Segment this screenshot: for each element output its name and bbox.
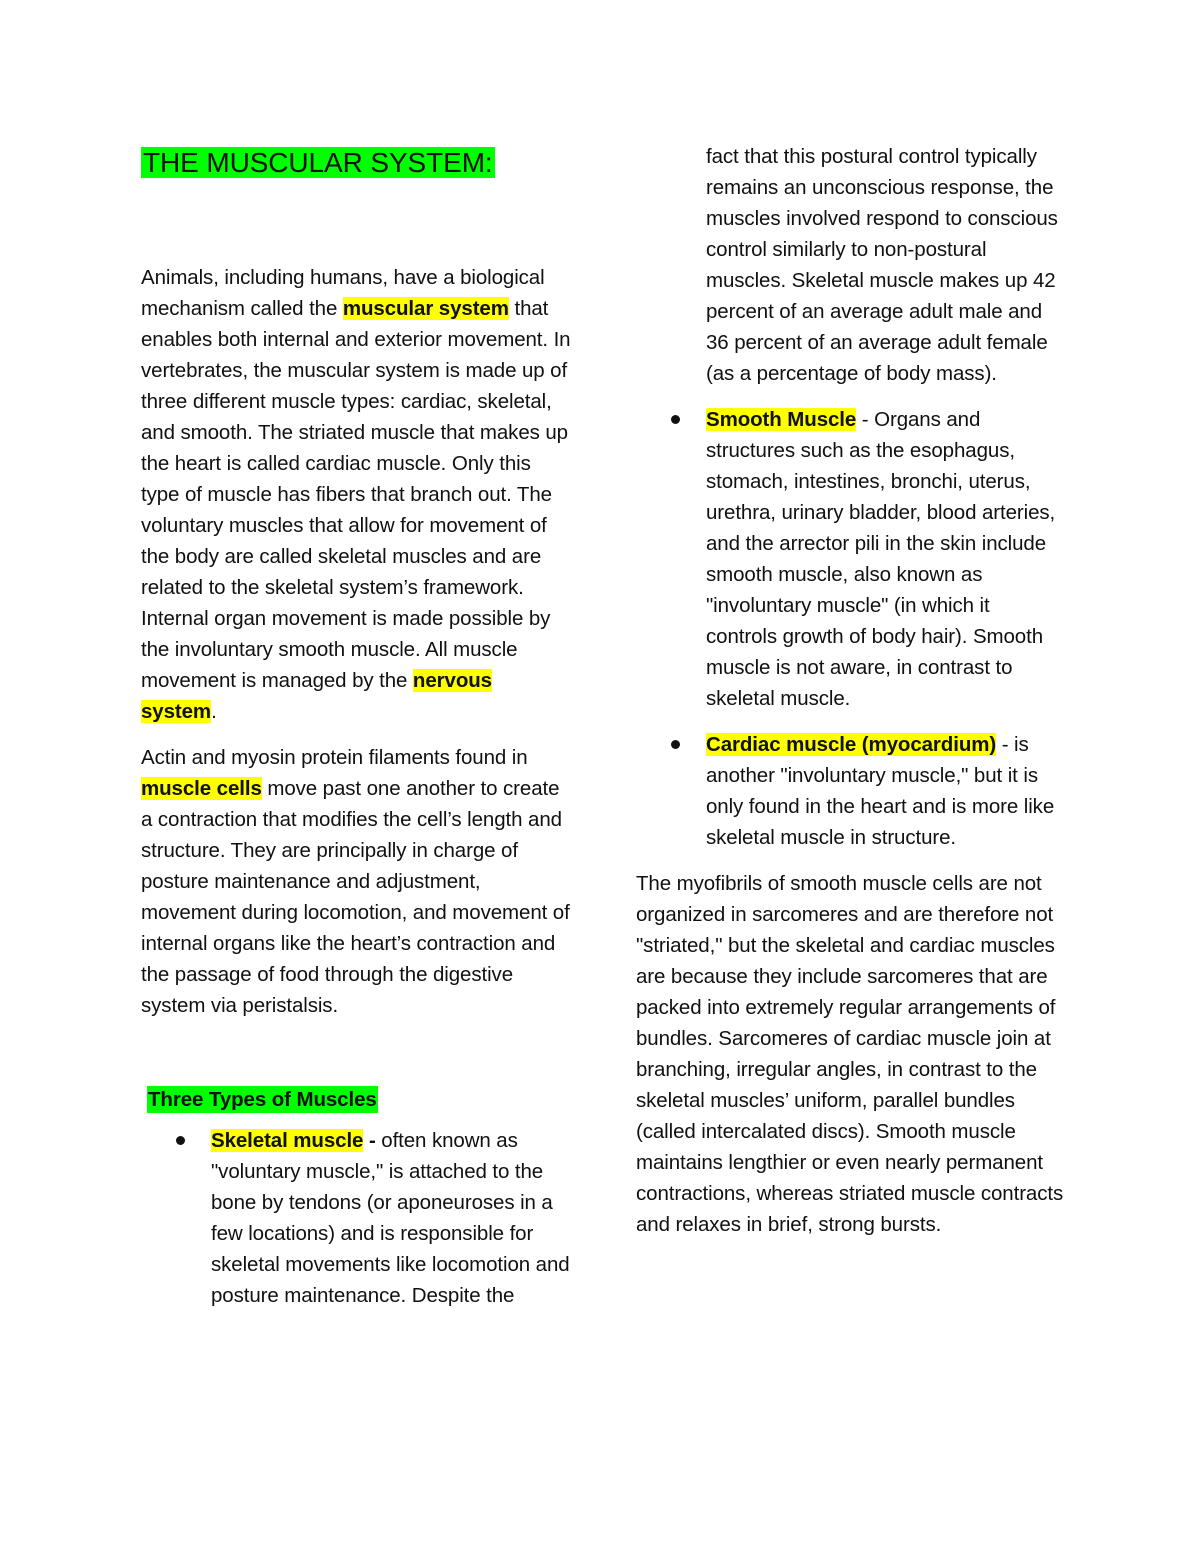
smooth-label: Smooth Muscle bbox=[706, 408, 857, 431]
intro-paragraph bbox=[141, 262, 571, 727]
bullet-icon bbox=[176, 1136, 185, 1145]
actin-text-1: Actin and myosin protein filaments found in bbox=[141, 746, 528, 769]
list-item-cardiac bbox=[636, 729, 1066, 853]
actin-paragraph bbox=[141, 742, 571, 1021]
list-item-smooth bbox=[636, 404, 1066, 714]
actin-text-2: move past one another to create a contraction that modifies the cell’s length and structure. They are principally in charge of posture maintenance and adjustment, movement during locomotion, and movement of internal organs like the heart’s contraction and the passage of food through the digestive system via peristalsis. bbox=[141, 777, 570, 1017]
list-item-skeletal bbox=[141, 1125, 571, 1311]
skeletal-separator: - bbox=[363, 1129, 382, 1152]
intro-text-1: Animals, including humans, have a biological mechanism called the bbox=[141, 266, 545, 320]
skeletal-continuation: fact that this postural control typically remains an unconscious response, the muscles involved respond to conscious control similarly to non-postural muscles. Skeletal muscle makes up 42 percent of an average adult male and 36 percent of an average adult female (as a percentage of body mass). bbox=[706, 145, 1058, 385]
right-column bbox=[636, 141, 1066, 1240]
types-heading bbox=[147, 1084, 571, 1115]
page-title bbox=[141, 137, 571, 189]
muscle-types-list-continued bbox=[636, 404, 1066, 853]
smooth-text: - Organs and structures such as the esophagus, stomach, intestines, bronchi, uterus, urethra, urinary bladder, blood arteries, and the arrector pili in the skin include smooth muscle, also known as "involuntary muscle" (in which it controls growth of body hair). Smooth muscle is not aware, in contrast to skeletal muscle. bbox=[706, 408, 1056, 710]
skeletal-text-part1: often known as "voluntary muscle," is attached to the bone by tendons (or aponeuroses in a few locations) and is responsible for skeletal movements like locomotion and posture maintenance. Despite the bbox=[211, 1129, 570, 1307]
myofibrils-paragraph: The myofibrils of smooth muscle cells are not organized in sarcomeres and are therefore not "striated," but the skeletal and cardiac muscles are because they include sarcomeres that are packed into extremely regular arrangements of bundles. Sarcomeres of cardiac muscle join at branching, irregular angles, in contrast to the skeletal muscles’ uniform, parallel bundles (called intercalated discs). Smooth muscle maintains lengthier or even nearly permanent contractions, whereas striated muscle contracts and relaxes in brief, strong bursts. bbox=[636, 872, 1064, 1236]
highlight-nervous-system: nervous system bbox=[141, 669, 492, 723]
types-heading-text: Three Types of Muscles bbox=[148, 1088, 377, 1111]
highlight-muscular-system: muscular system bbox=[342, 297, 509, 320]
cardiac-text: - is another "involuntary muscle," but it is only found in the heart and is more like skeletal muscle in structure. bbox=[706, 733, 1055, 849]
left-column bbox=[141, 137, 571, 1326]
bullet-icon bbox=[671, 415, 680, 424]
muscle-types-list bbox=[141, 1125, 571, 1311]
intro-text-3: . bbox=[211, 700, 217, 723]
skeletal-label: Skeletal muscle bbox=[211, 1129, 364, 1152]
page-title-text: THE MUSCULAR SYSTEM: bbox=[143, 147, 493, 178]
highlight-muscle-cells: muscle cells bbox=[141, 777, 262, 800]
bullet-icon bbox=[671, 740, 680, 749]
cardiac-label: Cardiac muscle (myocardium) bbox=[706, 733, 997, 756]
intro-text-2: that enables both internal and exterior movement. In vertebrates, the muscular system is made up of three different muscle types: cardiac, skeletal, and smooth. The striated muscle that makes up the heart is called cardiac muscle. Only this type of muscle has fibers that branch out. The voluntary muscles that allow for movement of the body are called skeletal muscles and are related to the skeletal system’s framework. Internal organ movement is made possible by the involuntary smooth muscle. All muscle movement is managed by the bbox=[141, 297, 571, 692]
